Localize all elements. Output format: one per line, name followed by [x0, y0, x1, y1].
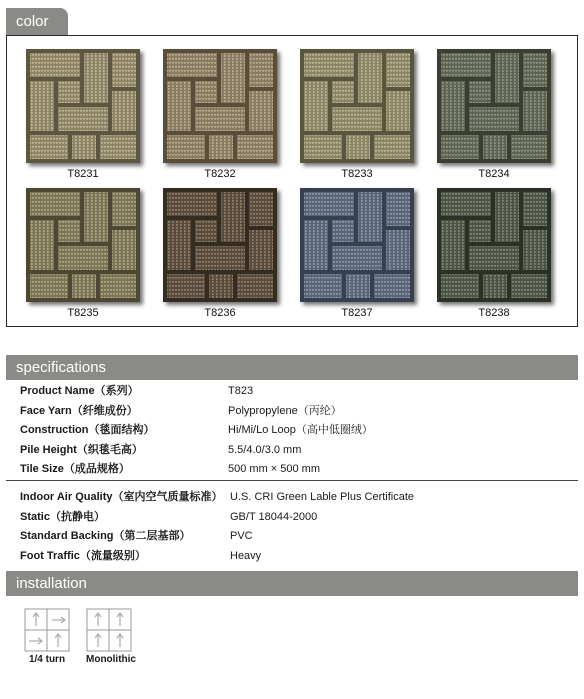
carpet-tile-image: [437, 49, 551, 163]
swatch-t8237: [300, 188, 414, 319]
installation-header: installation: [6, 571, 578, 596]
swatch-code-label: T8235: [67, 307, 99, 319]
spec-value: 500 mm × 500 mm: [228, 463, 321, 475]
carpet-tile-image: [437, 188, 551, 302]
quarter-turn-icon: [24, 608, 70, 652]
monolithic-icon: [86, 608, 132, 652]
spec-label: Static（抗静电）: [20, 510, 105, 523]
swatch-t8234: [437, 49, 551, 180]
swatch-code-label: T8231: [67, 168, 99, 180]
swatch-code-label: T8234: [478, 168, 510, 180]
swatch-code-label: T8232: [204, 168, 236, 180]
install-method-label: 1/4 turn: [28, 654, 66, 665]
swatch-t8235: [26, 188, 140, 319]
spec-value: 5.5/4.0/3.0 mm: [228, 443, 302, 456]
swatch-code-label: T8237: [341, 307, 373, 319]
carpet-tile-image: [163, 188, 277, 302]
specifications-header: specifications: [6, 355, 578, 380]
swatch-t8238: [437, 188, 551, 319]
spec-value: U.S. CRI Green Lable Plus Certificate: [230, 491, 415, 503]
spec-label: Face Yarn（纤维成份）: [20, 404, 138, 417]
swatch-code-label: T8236: [204, 307, 236, 319]
carpet-tile-image: [26, 49, 140, 163]
swatch-t8236: [163, 188, 277, 319]
swatch-t8231: [26, 49, 140, 180]
swatch-code-label: T8238: [478, 307, 510, 319]
color-section-tab: color: [6, 8, 68, 35]
spec-value: Polypropylene（丙纶）: [228, 404, 342, 417]
spec-divider: [6, 480, 578, 481]
install-method-quarter-turn: [24, 608, 70, 665]
swatch-t8232: [163, 49, 277, 180]
spec-label: Indoor Air Quality（室内空气质量标准）: [20, 491, 223, 503]
spec-label: Pile Height（织毯毛高）: [20, 443, 143, 456]
spec-label: Tile Size（成品规格）: [20, 463, 130, 475]
spec-value: T823: [228, 385, 254, 397]
carpet-tile-image: [300, 49, 414, 163]
carpet-tile-image: [26, 188, 140, 302]
swatch-code-label: T8233: [341, 168, 373, 180]
spec-value: Heavy: [230, 549, 262, 562]
spec-label: Standard Backing（第二层基部）: [20, 530, 191, 542]
swatch-t8233: [300, 49, 414, 180]
install-method-monolithic: [86, 608, 136, 665]
color-swatch-panel: [6, 35, 578, 327]
spec-value: PVC: [230, 530, 253, 542]
carpet-tile-image: [300, 188, 414, 302]
spec-label: Construction（毯面结构）: [20, 424, 155, 436]
install-method-label: Monolithic: [86, 654, 136, 665]
spec-label: Product Name（系列）: [20, 385, 139, 397]
spec-label: Foot Traffic（流量级别）: [20, 549, 146, 562]
carpet-tile-image: [163, 49, 277, 163]
spec-value: Hi/Mi/Lo Loop（高中低圈绒）: [228, 424, 373, 436]
spec-value: GB/T 18044-2000: [230, 510, 318, 523]
